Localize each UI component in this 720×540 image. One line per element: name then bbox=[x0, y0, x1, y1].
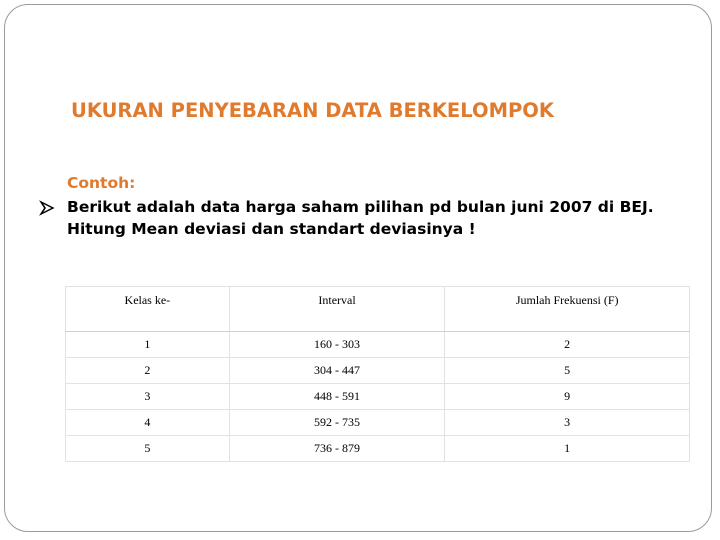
frequency-table bbox=[65, 286, 690, 462]
cell-interval: 592 - 735 bbox=[229, 410, 445, 436]
cell-frekuensi: 3 bbox=[445, 410, 690, 436]
cell-interval: 736 - 879 bbox=[229, 436, 445, 462]
table-header-row bbox=[66, 287, 690, 332]
slide-frame bbox=[4, 4, 712, 532]
cell-kelas: 2 bbox=[66, 358, 230, 384]
cell-kelas: 3 bbox=[66, 384, 230, 410]
cell-interval: 160 - 303 bbox=[229, 332, 445, 358]
cell-kelas: 1 bbox=[66, 332, 230, 358]
cell-frekuensi: 9 bbox=[445, 384, 690, 410]
cell-frekuensi: 1 bbox=[445, 436, 690, 462]
header-cell-interval: Interval bbox=[229, 287, 445, 332]
cell-frekuensi: 5 bbox=[445, 358, 690, 384]
bullet-text: Berikut adalah data harga saham pilihan pd bulan juni 2007 di BEJ. Hitung Mean deviasi dan standart deviasinya ! bbox=[67, 198, 654, 238]
cell-frekuensi: 2 bbox=[445, 332, 690, 358]
table-row bbox=[66, 332, 690, 358]
table-row bbox=[66, 436, 690, 462]
example-heading: Contoh: bbox=[67, 174, 136, 192]
arrow-bullet-icon bbox=[39, 200, 55, 216]
cell-interval: 304 - 447 bbox=[229, 358, 445, 384]
header-cell-frekuensi: Jumlah Frekuensi (F) bbox=[445, 287, 690, 332]
cell-kelas: 4 bbox=[66, 410, 230, 436]
table-row bbox=[66, 384, 690, 410]
table-row bbox=[66, 410, 690, 436]
cell-interval: 448 - 591 bbox=[229, 384, 445, 410]
table-row bbox=[66, 358, 690, 384]
cell-kelas: 5 bbox=[66, 436, 230, 462]
header-cell-kelas: Kelas ke- bbox=[66, 287, 230, 332]
slide-title: UKURAN PENYEBARAN DATA BERKELOMPOK bbox=[71, 99, 554, 122]
